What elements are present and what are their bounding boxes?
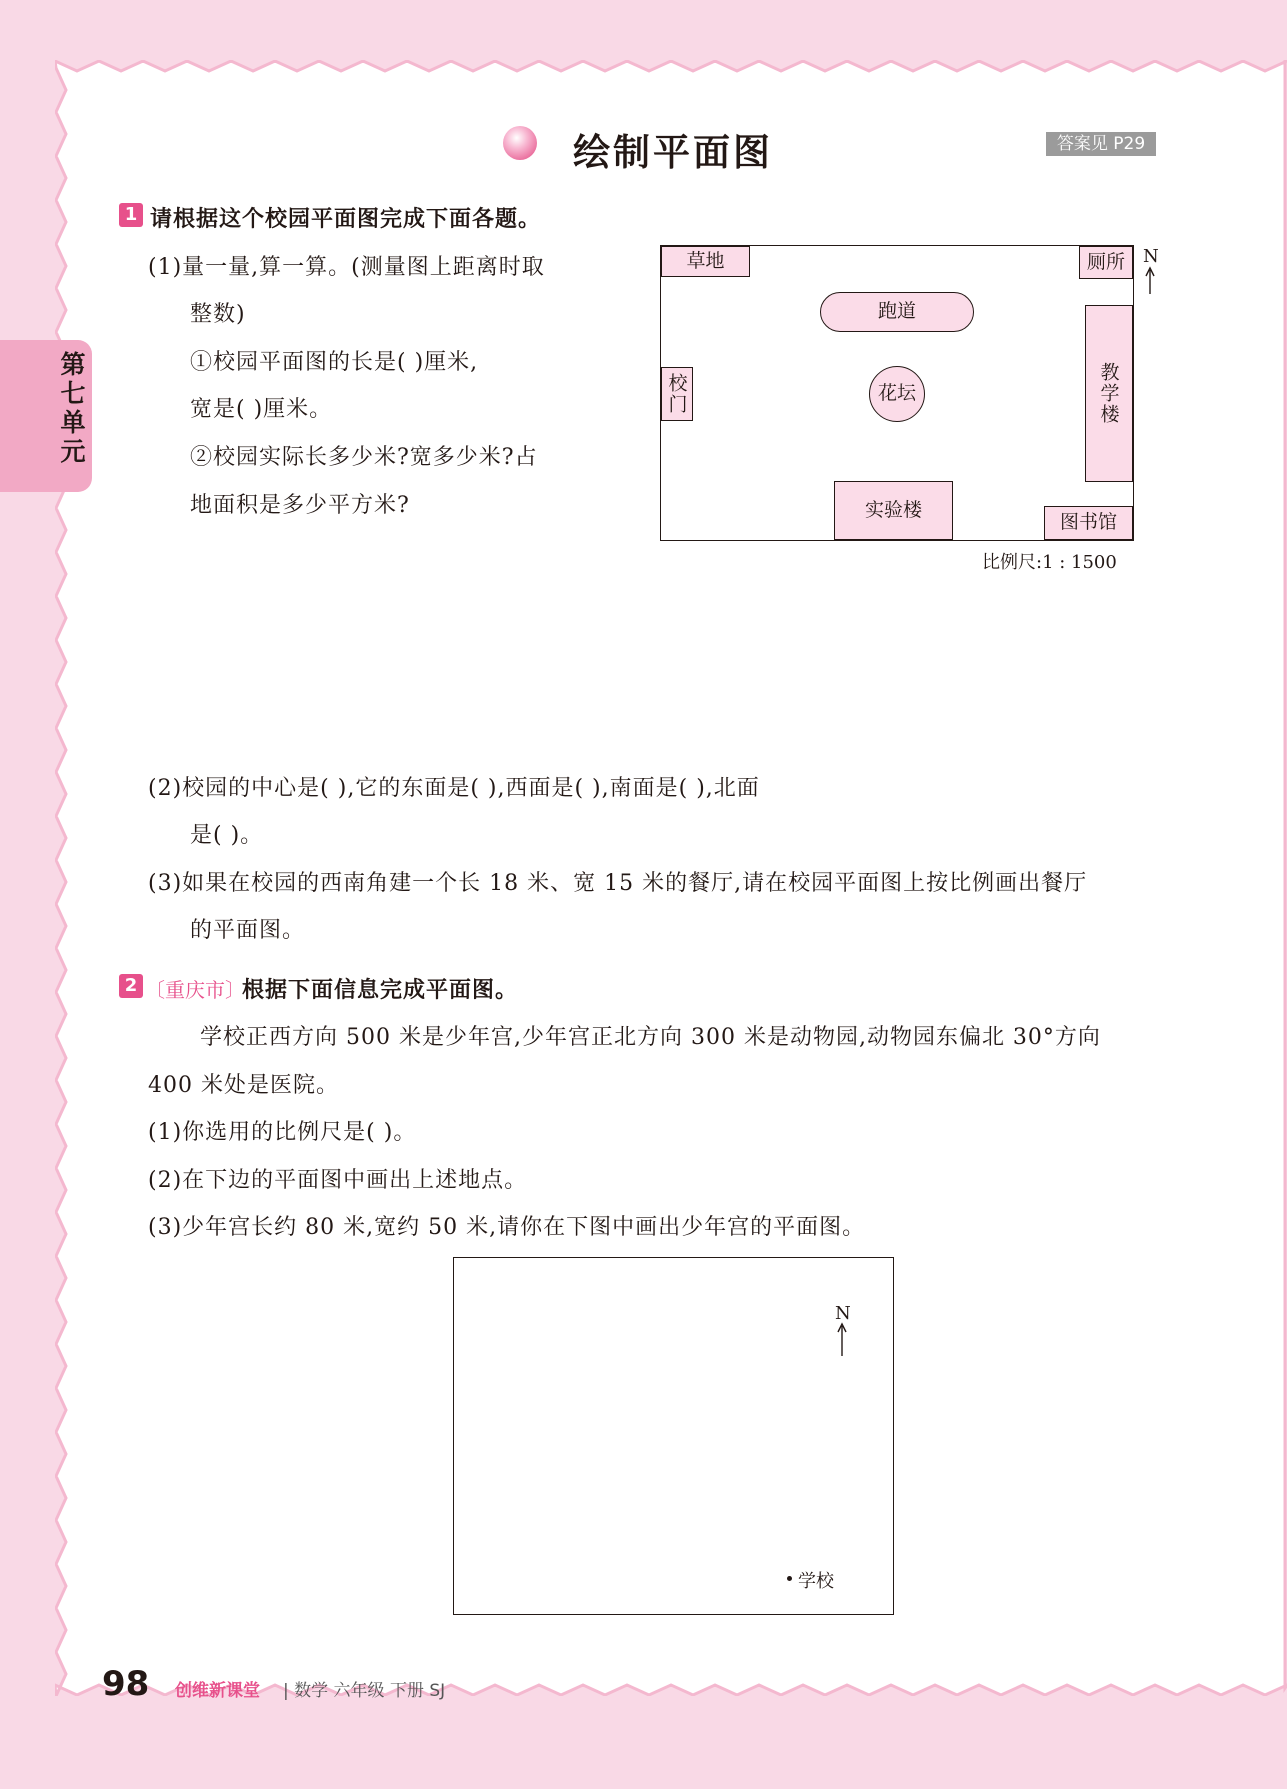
page-title: 绘制平面图 xyxy=(573,131,773,174)
question-text: (2)在下边的平面图中画出上述地点。 xyxy=(148,1168,528,1193)
map-label-library: 图书馆 xyxy=(1044,506,1133,540)
question-text: (2)校园的中心是( ),它的东面是( ),西面是( ),南面是( ),北面 xyxy=(148,776,760,801)
north-arrow-icon xyxy=(835,1322,849,1358)
page-number: 98 xyxy=(102,1664,150,1704)
question-text: 宽是( )厘米。 xyxy=(190,397,333,422)
question-text: (3)如果在校园的西南角建一个长 18 米、宽 15 米的餐厅,请在校园平面图上按比例画出餐厅 xyxy=(148,871,1088,896)
question-heading: 根据下面信息完成平面图。 xyxy=(242,978,519,1003)
map-scale: 比例尺:1 : 1500 xyxy=(982,552,1117,573)
question-text: ①校园平面图的长是( )厘米, xyxy=(190,350,479,375)
footer-book-info: | 数学 六年级 下册 SJ xyxy=(283,1681,446,1701)
map-label-teaching-building: 教学楼 xyxy=(1085,305,1133,482)
question-number-badge: 1 xyxy=(119,203,143,227)
map-label-lab-building: 实验楼 xyxy=(834,481,953,540)
north-label: N xyxy=(835,1303,851,1324)
map-label-track: 跑道 xyxy=(820,292,974,332)
question-number-badge: 2 xyxy=(119,974,143,998)
question-text: (1)量一量,算一算。(测量图上距离时取 xyxy=(148,255,545,280)
blank-plan-area[interactable] xyxy=(453,1257,894,1615)
question-text: 的平面图。 xyxy=(190,918,306,943)
question-text: 整数) xyxy=(190,302,246,327)
unit-side-tab-label: 第七单元 xyxy=(60,350,86,466)
map-label-toilet: 厕所 xyxy=(1079,246,1133,279)
school-label: 学校 xyxy=(798,1571,834,1592)
answer-reference-badge: 答案见 P29 xyxy=(1046,132,1156,156)
campus-map xyxy=(660,245,1134,541)
question-text: (3)少年宫长约 80 米,宽约 50 米,请你在下图中画出少年宫的平面图。 xyxy=(148,1215,866,1240)
footer-brand: 创维新课堂 xyxy=(175,1681,260,1701)
north-label: N xyxy=(1143,246,1159,267)
school-point-icon xyxy=(787,1576,792,1581)
question-text: (1)你选用的比例尺是( )。 xyxy=(148,1120,417,1145)
map-label-gate: 校门 xyxy=(661,367,693,421)
map-label-flower-bed: 花坛 xyxy=(869,366,925,422)
question-heading: 请根据这个校园平面图完成下面各题。 xyxy=(150,207,542,232)
north-arrow-icon xyxy=(1143,266,1157,296)
map-label-grass: 草地 xyxy=(661,246,750,277)
question-text: 地面积是多少平方米? xyxy=(190,493,410,518)
question-text: 400 米处是医院。 xyxy=(148,1073,339,1098)
question-text: ②校园实际长多少米?宽多少米?占 xyxy=(190,445,538,470)
question-text: 学校正西方向 500 米是少年宫,少年宫正北方向 300 米是动物园,动物园东偏北 30°方向 xyxy=(200,1025,1101,1050)
title-bullet-icon xyxy=(503,126,537,160)
question-region-tag: 〔重庆市〕 xyxy=(145,978,245,1002)
question-text: 是( )。 xyxy=(190,823,264,848)
